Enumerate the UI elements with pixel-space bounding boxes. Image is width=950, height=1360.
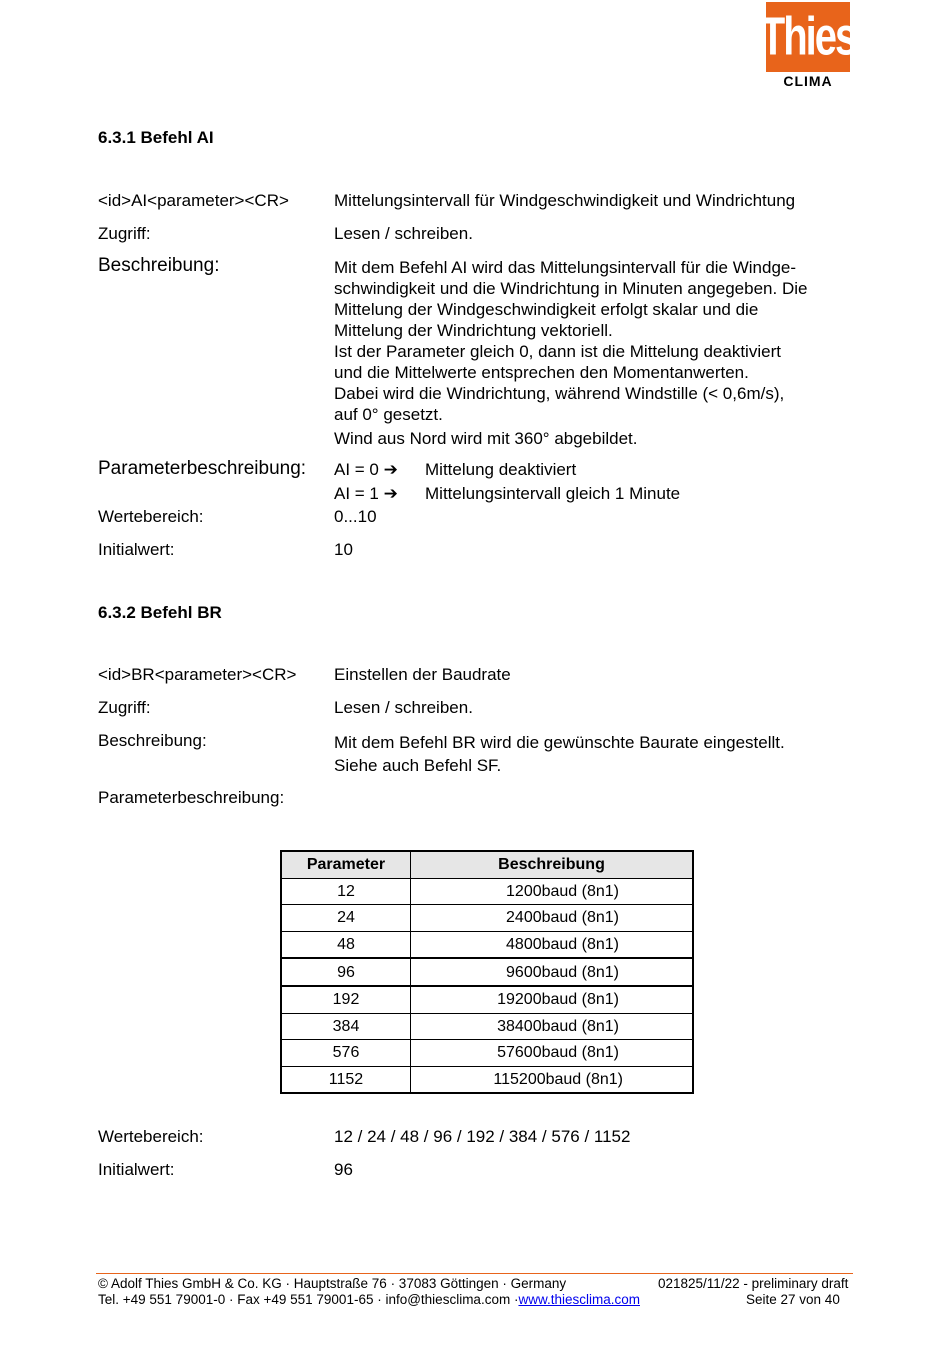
cell-parameter: 24 — [282, 905, 411, 932]
description-line: und die Mittelwerte entsprechen den Momentanwerten. — [334, 363, 749, 382]
param-text: Mittelungsintervall gleich 1 Minute — [425, 484, 681, 503]
access-value-ai: Lesen / schreiben. — [334, 224, 473, 243]
cell-parameter: 384 — [282, 1013, 411, 1040]
command-description-br: Einstellen der Baudrate — [334, 665, 511, 684]
description-line: Mit dem Befehl BR wird die gewünschte Baurate eingestellt. — [334, 733, 785, 752]
command-syntax-ai: <id>AI<parameter><CR> — [98, 191, 289, 210]
cell-parameter: 12 — [282, 878, 411, 905]
footer-contact-text: Tel. +49 551 79001-0 · Fax +49 551 79001-65 · info@thiesclima.com · — [98, 1292, 519, 1307]
table-row — [282, 878, 693, 905]
description-line: Dabei wird die Windrichtung, während Windstille (< 0,6m/s), — [334, 384, 785, 403]
param-text: Mittelung deaktiviert — [425, 460, 577, 479]
column-header-description: Beschreibung — [411, 852, 693, 879]
baudrate-table — [281, 851, 693, 1093]
cell-description: 1200baud (8n1) — [411, 878, 693, 905]
cell-parameter: 576 — [282, 1040, 411, 1067]
description-text-ai — [334, 257, 854, 449]
arrow-right-icon: ➔ — [383, 460, 398, 479]
description-line: schwindigkeit und die Windrichtung in Minuten angegeben. Die — [334, 279, 808, 298]
logo-brand: Thies — [760, 7, 856, 67]
footer-divider — [96, 1273, 853, 1274]
range-label-br: Wertebereich: — [98, 1127, 204, 1146]
cell-parameter: 96 — [282, 958, 411, 986]
table-header-row — [282, 852, 693, 879]
description-line: Ist der Parameter gleich 0, dann ist die Mittelung deaktiviert — [334, 342, 781, 361]
cell-description: 38400baud (8n1) — [411, 1013, 693, 1040]
range-value-br: 12 / 24 / 48 / 96 / 192 / 384 / 576 / 1152 — [334, 1127, 631, 1146]
description-label-br: Beschreibung: — [98, 731, 207, 750]
cell-description: 57600baud (8n1) — [411, 1040, 693, 1067]
param-code: AI = 1 — [334, 484, 379, 503]
range-label-ai: Wertebereich: — [98, 507, 204, 526]
footer-contact — [98, 1292, 640, 1307]
cell-parameter: 48 — [282, 931, 411, 958]
command-description-ai: Mittelungsintervall für Windgeschwindigkeit und Windrichtung — [334, 191, 796, 210]
cell-parameter: 192 — [282, 986, 411, 1013]
description-label-ai: Beschreibung: — [98, 255, 220, 276]
description-line: Siehe auch Befehl SF. — [334, 756, 502, 775]
initial-label-ai: Initialwert: — [98, 540, 175, 559]
initial-value-ai: 10 — [334, 540, 353, 559]
section-heading-ai: 6.3.1 Befehl AI — [98, 128, 214, 147]
logo-sub: CLIMA — [783, 73, 833, 89]
param-row-ai-0 — [334, 460, 406, 480]
cell-description: 2400baud (8n1) — [411, 905, 693, 932]
description-line: Mittelung der Windgeschwindigkeit erfolgt skalar und die — [334, 300, 759, 319]
table-row — [282, 1066, 693, 1093]
param-code: AI = 0 — [334, 460, 379, 479]
param-label-ai: Parameterbeschreibung: — [98, 458, 307, 479]
footer-doc-id: 021825/11/22 - preliminary draft — [658, 1276, 849, 1291]
description-text-br — [334, 731, 854, 777]
initial-label-br: Initialwert: — [98, 1160, 175, 1179]
table-row — [282, 931, 693, 958]
range-value-ai: 0...10 — [334, 507, 377, 526]
initial-value-br: 96 — [334, 1160, 353, 1179]
website-link[interactable]: www.thiesclima.com — [518, 1292, 640, 1307]
cell-description: 9600baud (8n1) — [411, 958, 693, 986]
footer-company: © Adolf Thies GmbH & Co. KG · Hauptstraße 76 · 37083 Göttingen · Germany — [98, 1276, 567, 1291]
description-line: auf 0° gesetzt. — [334, 405, 443, 424]
table-row — [282, 1040, 693, 1067]
cell-parameter: 1152 — [282, 1066, 411, 1093]
table-row — [282, 1013, 693, 1040]
table-row — [282, 958, 693, 986]
cell-description: 115200baud (8n1) — [411, 1066, 693, 1093]
param-row-ai-1 — [334, 484, 406, 504]
cell-description: 4800baud (8n1) — [411, 931, 693, 958]
access-label-ai: Zugriff: — [98, 224, 151, 243]
footer-page-number: Seite 27 von 40 — [746, 1292, 840, 1307]
access-label-br: Zugriff: — [98, 698, 151, 717]
param-label-br: Parameterbeschreibung: — [98, 788, 285, 807]
section-heading-br: 6.3.2 Befehl BR — [98, 603, 222, 622]
thies-clima-logo — [760, 2, 856, 89]
table-row — [282, 905, 693, 932]
arrow-right-icon: ➔ — [383, 484, 398, 503]
logo-box — [760, 2, 856, 72]
description-line: Wind aus Nord wird mit 360° abgebildet. — [334, 429, 638, 448]
cell-description: 19200baud (8n1) — [411, 986, 693, 1013]
command-syntax-br: <id>BR<parameter><CR> — [98, 665, 297, 684]
table-row — [282, 986, 693, 1013]
description-line: Mit dem Befehl AI wird das Mittelungsintervall für die Windge- — [334, 258, 797, 277]
description-line: Mittelung der Windrichtung vektoriell. — [334, 321, 613, 340]
column-header-parameter: Parameter — [282, 852, 411, 879]
access-value-br: Lesen / schreiben. — [334, 698, 473, 717]
